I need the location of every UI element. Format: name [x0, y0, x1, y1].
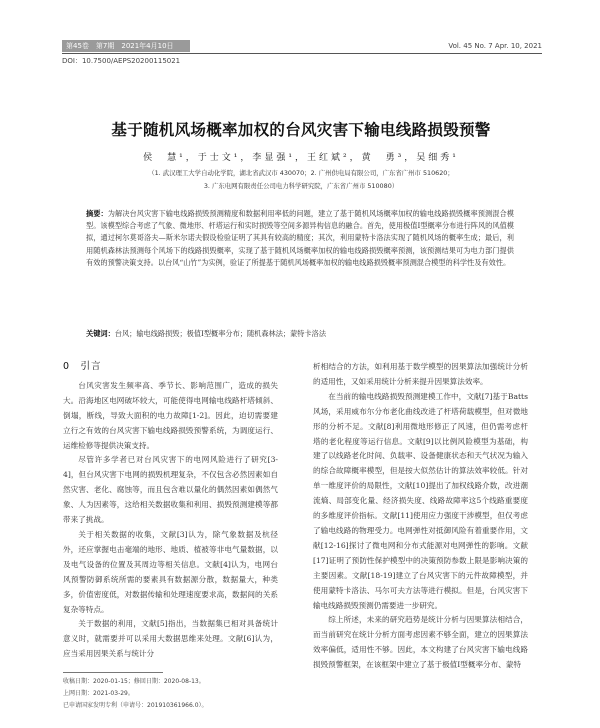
keywords-label: 关键词：	[86, 329, 115, 338]
paragraph: 台风灾害发生频率高、季节长、影响范围广，造成的损失大。沿海地区电网破坏较大，可能使得电网输电线路杆塔倾斜、倒塌，断线，导致大面积的电力故障[1-2]。因此，迫切需要建立行之有效的台风灾害下输电线路损毁预警系统，为调度运行、运维检修等提供决策支持。	[63, 380, 278, 450]
footnotes	[63, 676, 283, 712]
abstract-label: 摘要：	[86, 209, 108, 218]
issue-bar: 第45卷 第7期 2021年4月10日	[62, 40, 190, 52]
paragraph: 关于相关数据的收集，文献[3]认为，除气象数据及杭径外，还应掌握电击毫端的地形、地质、植被等非电气量数据，以及电气设备的位置及其周边等相关信息。文献[4]认为，电网台风预警防御系统所需的要素具有数据源分散，数据量大，种类多，价值密度低，对数据传输和处理速度要求高，数据间的关系复杂等特点。	[63, 529, 278, 614]
affiliation-line-1: （1. 武汉理工大学自动化学院，湖北省武汉市 430070；2. 广州供电局有限公司，广东省广州市 510620；	[148, 169, 454, 177]
footnote-patent: 已申请国家发明专利（申请号：201910361966.0）。	[63, 702, 208, 709]
issue-volume-en: Vol. 45 No. 7 Apr. 10, 2021	[448, 42, 542, 50]
doi-line: DOI：10.7500/AEPS20200115021	[62, 57, 181, 65]
paragraph: 析相结合的方法，如利用基于数学模型的因果算法加强统计分析的适用性，又如采用统计分析来提升因果算法效率。	[313, 362, 528, 386]
abstract	[86, 208, 514, 269]
paper-title: 基于随机风场概率加权的台风灾害下输电线路损毁预警	[111, 121, 491, 139]
paragraph: 综上所述，未来的研究趋势是统计分析与因果算法相结合，而当前研究在统计分析方面考虑因素不够全面，建立的因果算法效率偏低，适用性不够。因此，本文构建了台风灾害下输电线路损毁预警框架，在该框架中建立了基于极值Ⅰ型概率分布、蒙特	[313, 615, 528, 670]
keywords-text: 台风；输电线路损毁；极值Ⅰ型概率分布；随机森林法；蒙特卡洛法	[114, 329, 327, 338]
footnote-rule	[63, 672, 163, 673]
paragraph: 在当前的输电线路损毁预测建模工作中，文献[7]基于Batts风场，采用威布尔分布老化曲线改进了杆塔荷载模型，但对微地形的分析不足。文献[8]利用微地形修正了风速，但仍需考虑杆塔的老化程度等运行信息。文献[9]以比例风险模型为基础，构建了以线路老化时间、负载率、设备健康状态和天气状况为输入的综合故障概率模型，但是按大似然估计的算法效率较低。针对单一维度评价的局限性，文献[10]提出了加权线路介数，改进潮流熵、局部变化量、经济损失度、线路故障率这5个线路重要度的多维度评价指标。文献[11]使用应力强度干涉模型，但仅考虑了输电线路的物理受力。电网弹性对抵御风险有着重要作用，文献[12-16]探讨了微电网和分布式能源对电网弹性的影响。文献[17]证明了预防性保护模型中的决策预防参数上限是影响决策的主要因素。文献[18-19]建立了台风灾害下的元件故障模型，并使用蒙特卡洛法、马尔可夫方法等进行模拟。但是，台风灾害下输电线路损毁预测仍需要进一步研究。	[313, 391, 528, 610]
header-rule	[62, 53, 542, 54]
abstract-text: 为解决台风灾害下输电线路损毁预测精度和数据利用率低的问题，建立了基于随机风场概率加权的输电线路损毁概率预测混合模型。该模型综合考虑了气象、微地形、杆塔运行和实时损毁等空间多源异构信息的融合。首先，使用极值Ⅰ型概率分布进行阵风的风值模拟，通过柯尔莫哥洛夫—斯米尔诺夫假设检验证明了其具有较高的精度；其次，利用蒙特卡洛法实现了随机风场的概率生成；最后，利用随机森林法预测每个风场下的线路损毁概率，实现了基于随机风场概率加权的输电线路损毁概率预测，该预测结果可为电力部门提供有效的预警决策支持。以台风“山竹”为实例，验证了所提基于随机风场概率加权的输电线路损毁概率预测混合模型的科学性及有效性。	[86, 209, 514, 267]
left-column	[63, 360, 278, 662]
right-column	[313, 360, 528, 673]
affiliation-line-2: 3. 广东电网有限责任公司电力科学研究院，广东省广州市 510080）	[203, 182, 399, 190]
footnote-received: 收稿日期：2020-01-15；修回日期：2020-08-13。	[63, 678, 205, 685]
paragraph: 尽管许多学者已对台风灾害下的电网风险进行了研究[3-4]，但台风灾害下电网的损毁机理复杂，不仅包含必然因素如自然灾害、老化、腐蚀等，而且包含难以量化的偶然因素如偶然气象、人为因素等，这给相关数据收集和利用、损毁预测建模等都带来了挑战。	[63, 455, 278, 525]
paragraph: 关于数据的利用，文献[5]指出，当数据集已相对具备统计意义时，就需要并可以采用大数据思维来处理。文献[6]认为，应当采用因果关系与统计分	[63, 619, 278, 659]
section-heading: 0 引言	[63, 361, 102, 372]
footnote-online: 上网日期：2021-03-29。	[63, 690, 134, 697]
keywords	[86, 328, 514, 340]
author-list: 侯 慧¹，于士文¹，李显强¹，王红斌²，黄 勇³，吴细秀¹	[143, 153, 459, 163]
